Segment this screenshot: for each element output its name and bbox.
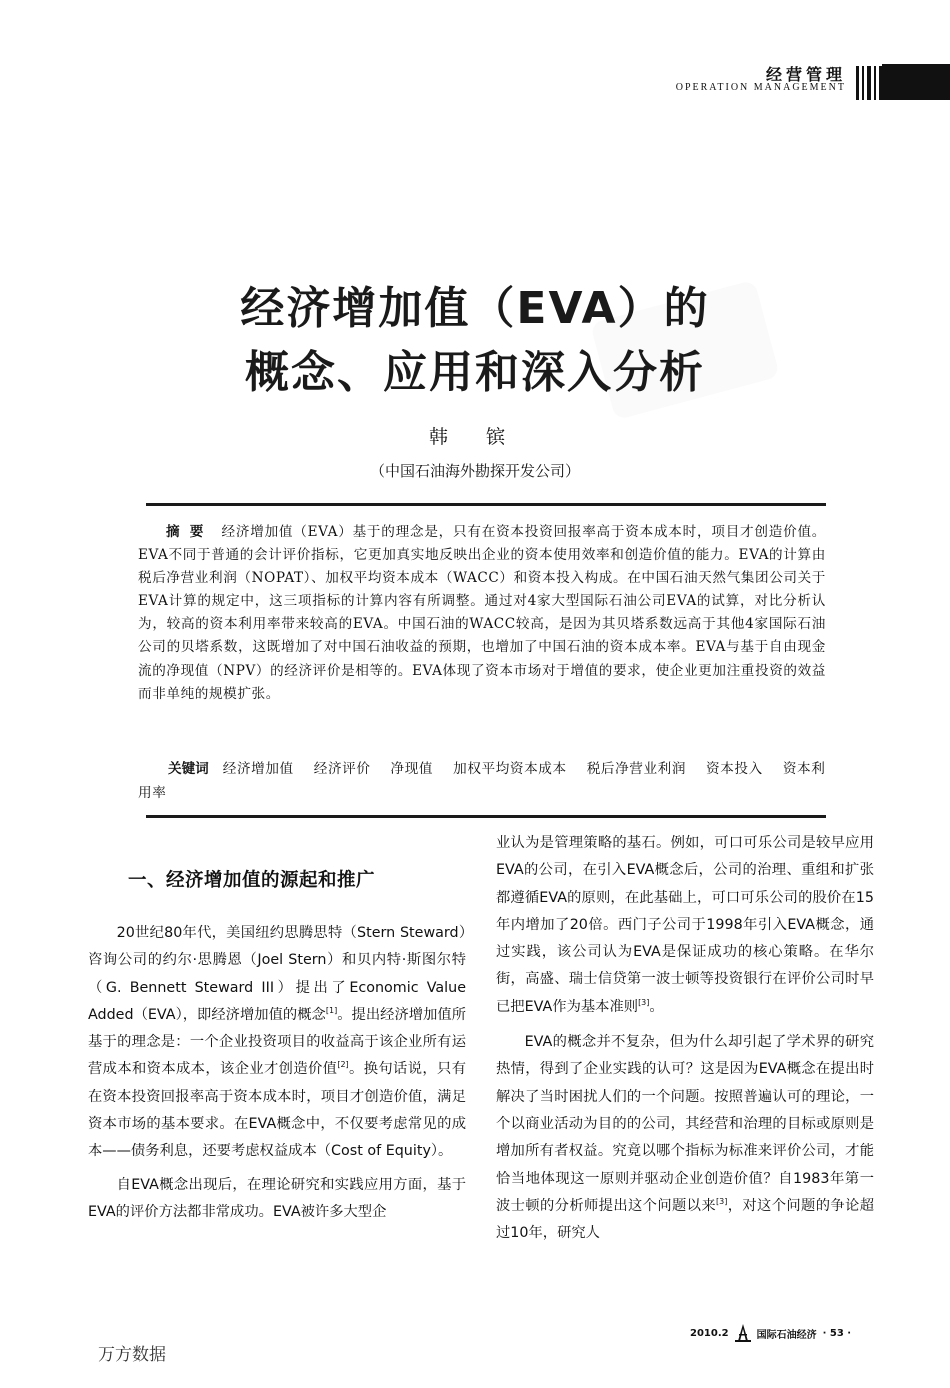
paragraph-text: 。换句话说，只有在资本投资回报率高于资本成本时，项目才创造价值，满足资本市场的基本要求。在EVA概念中，不仅要考虑常见的成本——债务利息，还要考虑权益成本（Cost of Equity）。 xyxy=(88,1061,467,1160)
page-footer xyxy=(690,1324,851,1342)
abstract-label: 摘要 xyxy=(166,524,214,540)
paragraph xyxy=(88,920,466,1166)
keyword: 经济增加值 xyxy=(222,761,294,777)
paragraph-text: 业认为是管理策略的基石。例如，可口可乐公司是较早应用EVA的公司，在引入EVA概念后，公司的治理、重组和扩张都遵循EVA的原则，在此基础上，可口可乐公司的股价在15年内增加了20倍。西门子公司于1998年引入EVA概念，通过实践，该公司认为EVA是保证成功的核心策略。在华尔街，高盛、瑞士信贷第一波士顿等投资银行在评价公司时早已把EVA作为基本准则 xyxy=(496,835,874,1015)
keyword: 资本利用率 xyxy=(138,761,826,801)
paragraph-text: ，对这个问题的争论超过10年，研究人 xyxy=(496,1197,875,1242)
issue-number: 2010.2 xyxy=(690,1327,729,1339)
keywords xyxy=(138,758,826,805)
column-title-en: OPERATION MANAGEMENT xyxy=(675,82,846,93)
body-column-left xyxy=(88,920,466,1226)
abstract-text: 经济增加值（EVA）基于的理念是，只有在资本投资回报率高于资本成本时，项目才创造价值。EVA不同于普通的会计评价指标，它更加真实地反映出企业的资本使用效率和创造价值的能力。EVA的计算由税后净营业利润（NOPAT）、加权平均资本成本（WACC）和资本投入构成。在中国石油天然气集团公司关于EVA计算的规定中，这三项指标的计算内容有所调整。通过对4家大型国际石油公司EVA的试算，对比分析认为，较高的资本利用率带来较高的EVA。中国石油的WACC较高，是因为其贝塔系数远高于其他4家国际石油公司的贝塔系数，这既增加了对中国石油收益的预期，也增加了中国石油的资本成本率。EVA与基于自由现金流的净现值（NPV）的经济评价是相等的。EVA体现了资本市场对于增值的要求，使企业更加注重投资的效益而非单纯的规模扩张。 xyxy=(138,524,827,702)
author-affiliation: （中国石油海外勘探开发公司） xyxy=(369,462,580,480)
article-title-line2: 概念、应用和深入分析 xyxy=(245,347,705,398)
keywords-label: 关键词 xyxy=(168,761,209,777)
paragraph-text: EVA的概念并不复杂，但为什么却引起了学术界的研究热情，得到了企业实践的认可？这是因为EVA概念在提出时解决了当时困扰人们的一个问题。按照普遍认可的理论，一个以商业活动为目的的公司，其经营和治理的目标或原则是增加所有者权益。究竟以哪个指标为标准来评价公司，才能恰当地体现这一原则并驱动企业创造价值？自1983年第一波士顿的分析师提出这个问题以来 xyxy=(496,1034,874,1214)
abstract-top-rule xyxy=(146,503,826,506)
abstract xyxy=(138,521,826,706)
citation[interactable]: [1] xyxy=(325,1006,338,1016)
watermark-text: 万方数据 xyxy=(98,1345,166,1365)
abstract-bottom-rule xyxy=(146,815,826,818)
keyword: 加权平均资本成本 xyxy=(453,761,567,777)
column-title-cn: 经营管理 xyxy=(765,65,846,84)
keyword: 资本投入 xyxy=(706,761,763,777)
section-title: 一、经济增加值的源起和推广 xyxy=(128,870,376,891)
header-bars-decoration xyxy=(856,66,882,100)
header-black-block xyxy=(882,64,950,100)
article-title-line1: 经济增加值（EVA）的 xyxy=(240,283,710,334)
citation[interactable]: [2] xyxy=(337,1060,349,1070)
author-name: 韩 镔 xyxy=(428,426,522,448)
paragraph-text: 。 xyxy=(649,998,664,1015)
paragraph-text: 20世纪80年代，美国纽约思腾思特（Stern Steward）咨询公司的约尔·思腾恩（Joel Stern）和贝内特·斯图尔特（G. Bennett Steward III）提出了Economic Value Added（EVA），即经济增加值的概念 xyxy=(88,925,466,1023)
keyword: 经济评价 xyxy=(313,761,371,777)
paragraph xyxy=(496,830,874,1021)
keyword: 税后净营业利润 xyxy=(586,761,687,777)
paragraph: 自EVA概念出现后，在理论研究和实践应用方面，基于EVA的评价方法都非常成功。EVA被许多大型企 xyxy=(88,1176,466,1220)
body-column-right xyxy=(496,830,874,1247)
oil-derrick-icon xyxy=(735,1324,751,1342)
paragraph xyxy=(496,1029,874,1247)
citation[interactable]: [3] xyxy=(716,1197,728,1207)
journal-name: 国际石油经济 xyxy=(756,1329,817,1341)
keyword: 净现值 xyxy=(390,761,434,777)
page-number: · 53 · xyxy=(822,1327,852,1339)
paragraph-text: 。提出经济增加值所基于的理念是：一个企业投资项目的收益高于该企业所有运营成本和资本成本，该企业才创造价值 xyxy=(88,1006,467,1078)
citation[interactable]: [3] xyxy=(638,998,650,1008)
